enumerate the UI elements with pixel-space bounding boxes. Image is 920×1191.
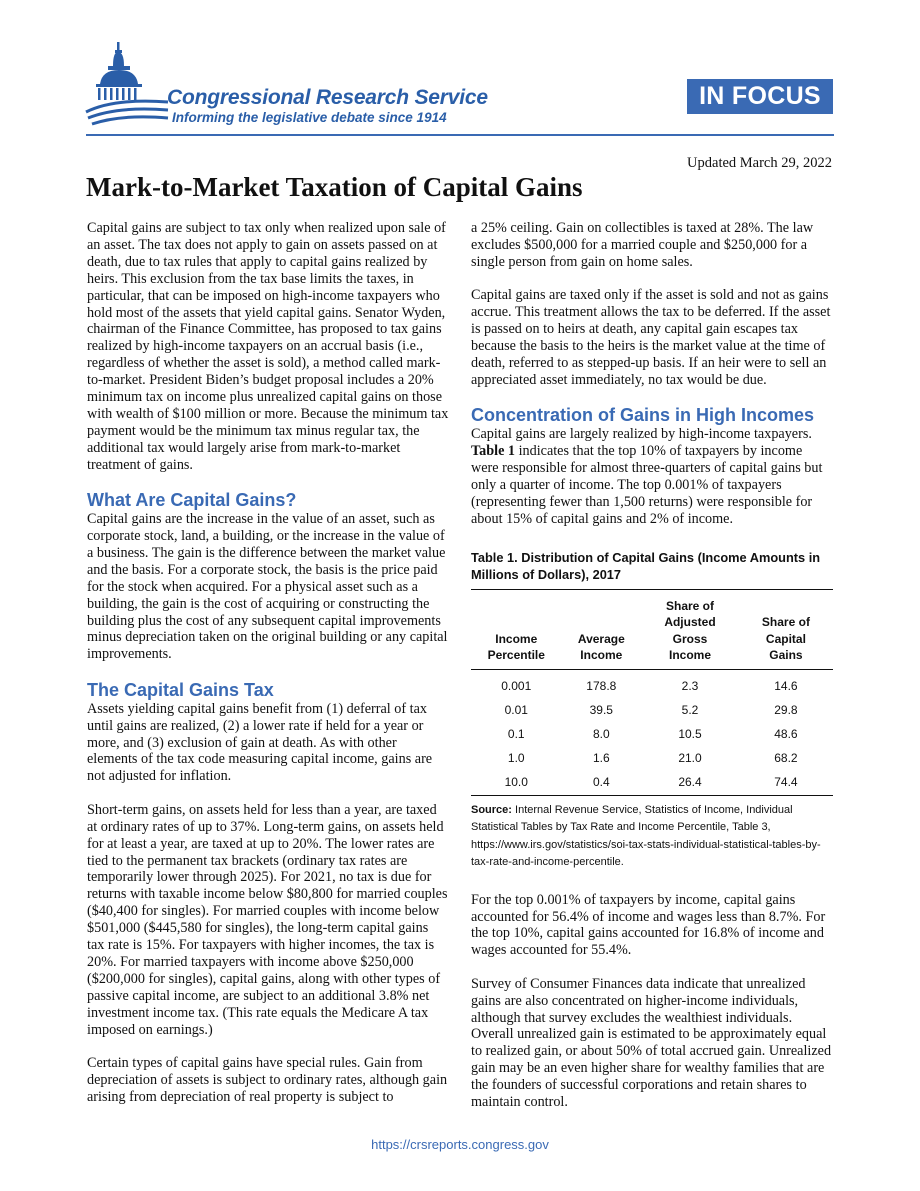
table-cell: 48.6	[774, 727, 798, 742]
capital-gains-table	[471, 589, 833, 796]
table-cell: 21.0	[678, 751, 702, 766]
org-name: Congressional Research Service	[167, 86, 488, 109]
table-cell: 10.0	[504, 775, 528, 790]
tax-rates-paragraph: Short-term gains, on assets held for less than a year, are taxed at ordinary rates of up to 37%. Long-term gains, on assets held for at least a year, are taxed at up to 20%. The lower rates are tied to the permanent tax brackets (ordinary tax rates are temporarily lower through 2025). For 2021, no tax is due for returns with taxable income below $80,800 for married couples ($40,400 for singles). For married couples with income below $501,000 ($445,580 for singles), the long-term capital gains tax rate is 15%. For taxpayers with higher incomes, the tax is 20%. For married taxpayers with income above $250,000 ($200,000 for singles), capital gains, along with other types of passive capital income, are subject to an additional 3.8% net investment income tax. (This rate equals the Medicare A tax imposed on earnings.)	[87, 801, 448, 1038]
collectibles-paragraph: a 25% ceiling. Gain on collectibles is taxed at 28%. The law excludes $500,000 for a married couple and $250,000 for a single person from gain on home sales.	[471, 220, 814, 270]
section-heading-capital-gains-tax: The Capital Gains Tax	[87, 679, 274, 700]
right-column	[471, 220, 833, 1127]
table-cell: 10.5	[678, 727, 702, 742]
table-header-row	[471, 589, 833, 669]
table-source-note: Source: Internal Revenue Service, Statistics of Income, Individual Statistical Tables by Tax Rate and Income Percentile, Table 3, https://www.irs.gov/statistics/soi-tax-stats-individual-statistical-tables-by-tax-rate-and-income-percentile.	[471, 803, 821, 869]
section-heading-what-are-capital-gains: What Are Capital Gains?	[87, 490, 297, 511]
capital-gains-definition-paragraph: Capital gains are the increase in the value of an asset, such as corporate stock, land, a building, or the increase in the value of a business. The gain is the difference between the market value and the basis. For a corporate stock, the basis is the price paid for the stock when acquired. For a physical asset such as a building, the gain is the cost of acquiring or constructing the building plus the cost of any subsequent capital improvements minus depreciation taken on the original building or any capital improvements.	[87, 511, 448, 663]
section-heading-concentration: Concentration of Gains in High Incomes	[471, 405, 815, 426]
header-average-income: Average Income	[577, 631, 625, 663]
table-cell: 5.2	[681, 703, 699, 718]
table-reference: Table 1	[471, 443, 516, 460]
table-cell: 0.01	[504, 703, 528, 718]
header-divider	[86, 134, 834, 136]
special-rules-paragraph: Certain types of capital gains have special rules. Gain from depreciation of assets is subject to ordinary rates, although gain arising from depreciation of real property is subject to	[87, 1054, 448, 1105]
table-cell: 0.1	[507, 727, 525, 742]
table-row	[471, 669, 833, 699]
table-caption: Table 1. Distribution of Capital Gains (Income Amounts in Millions of Dollars), 2017	[471, 549, 821, 582]
org-tagline: Informing the legislative debate since 1914	[172, 110, 447, 125]
concentration-paragraph: Capital gains are largely realized by high-income taxpayers. Table 1 indicates that the top 10% of taxpayers by income were responsible for almost three-quarters of capital gains but only a quarter of income. The top 0.001% of taxpayers (representing fewer than 1,500 returns) were responsible for about 15% of capital gains and 2% of income.	[471, 426, 823, 527]
table-cell: 178.8	[586, 679, 617, 694]
table-cell: 26.4	[678, 775, 702, 790]
table-cell: 8.0	[592, 727, 610, 742]
table-row	[471, 747, 833, 771]
header-share-agi: Share of Adjusted Gross Income	[664, 598, 716, 663]
table-cell: 1.0	[507, 751, 525, 766]
top-taxpayers-paragraph: For the top 0.001% of taxpayers by income, capital gains accounted for 56.4% of income and wages less than 8.7%. For the top 10%, capital gains accounted for 16.8% of income and wages accounted for 55.4%.	[471, 891, 826, 959]
table-cell: 0.001	[501, 679, 532, 694]
footer-url[interactable]: https://crsreports.congress.gov	[371, 1137, 549, 1152]
capitol-dome-logo-icon	[84, 40, 170, 128]
table-cell: 14.6	[774, 679, 798, 694]
survey-paragraph: Survey of Consumer Finances data indicate that unrealized gains are also concentrated on higher-income individuals, although that survey excludes the wealthiest individuals. Overall unrealized gain is estimated to be approximately equal to realized gain, or about 50% of total accrued gain. Unrealized gain may be an even higher share for wealthy families that are the founders of successful corporations and retain shares to maintain control.	[471, 975, 832, 1111]
table-cell: 74.4	[774, 775, 798, 790]
intro-paragraph: Capital gains are subject to tax only when realized upon sale of an asset. The tax does not apply to gain on assets passed on at death, due to tax rules that apply to capital gains realized by heirs. This exclusion from the tax base limits the taxes, in particular, that can be imposed on high-income taxpayers who hold most of the assets that yield capital gains. Senator Wyden, chairman of the Finance Committee, has proposed to tax gains realized by high-income taxpayers on an accrual basis (i.e., regardless of whether the asset is sold), a method called mark-to-market. President Biden’s budget proposal includes a 20% minimum tax on income plus unrealized capital gains on those with wealth of $100 million or more. Because the minimum tax payment would be the minimum tax minus regular tax, the additional tax would largely arise from mark-to-market treatment of gains.	[87, 220, 449, 473]
table-cell: 39.5	[589, 703, 613, 718]
table-cell: 29.8	[774, 703, 798, 718]
table-row	[471, 771, 833, 796]
tax-benefits-paragraph: Assets yielding capital gains benefit from (1) deferral of tax until gains are realized, (2) a lower rate if held for a year or more, and (3) exclusion of gain at death. As with other elements of the tax code measuring capital income, gains are not adjusted for inflation.	[87, 700, 433, 785]
table-row	[471, 699, 833, 723]
table-cell: 1.6	[592, 751, 610, 766]
table-cell: 2.3	[681, 679, 699, 694]
table-cell: 0.4	[592, 775, 610, 790]
updated-date: Updated March 29, 2022	[687, 155, 832, 171]
stepped-up-basis-paragraph: Capital gains are taxed only if the asset is sold and not as gains accrue. This treatment allows the tax to be deferred. If the asset is passed on to heirs at death, any capital gain escapes tax because the basis to the heirs is the market value at the time of death, referred to as stepped-up basis. If an heir were to sell an appreciated asset immediately, no tax would be due.	[471, 287, 831, 388]
header-income-percentile: Income Percentile	[487, 631, 545, 663]
table-row	[471, 723, 833, 747]
page-title: Mark-to-Market Taxation of Capital Gains	[86, 172, 583, 202]
header-share-capital-gains: Share of Capital Gains	[761, 615, 810, 663]
left-column	[87, 220, 449, 1122]
table-cell: 68.2	[774, 751, 798, 766]
in-focus-badge: IN FOCUS	[687, 79, 833, 114]
